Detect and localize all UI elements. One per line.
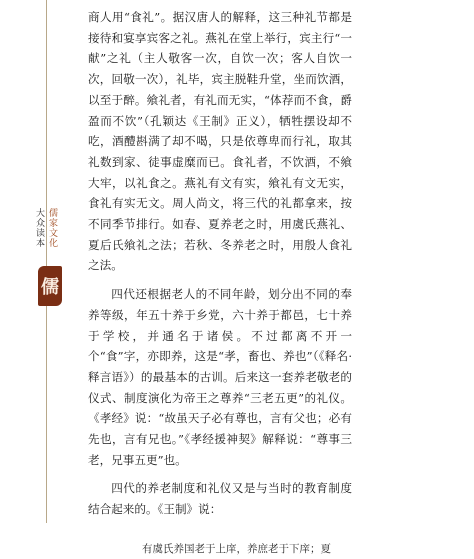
block-quote: 有虞氏养国老于上庠，养庶老于下庠；夏: [142, 542, 331, 555]
ru-seal-icon: [38, 266, 62, 306]
series-emblem: [32, 208, 62, 316]
paragraph-3: 四代的养老制度和礼仪又是与当时的教育制度结合起来的。《王制》说：: [88, 481, 352, 517]
series-title-line1: 大众读本: [34, 208, 44, 248]
seal-glyph: 儒: [41, 277, 59, 298]
paragraph-2: 四代还根据老人的不同年龄，划分出不同的奉养等级，年五十养于乡党，六十养于都邑，七十养于学校，并通名于诸侯。不过都离不开一个“食”字，亦即养，这是“孝，畜也、养也”（《释名·释言语》）的最基本的古训。后来这一套养老敬老的仪式、制度演化为帝王之尊养“三老五更”的礼仪。《孝经》说：“故虽天子必有尊也，言有父也；必有先也，言有兄也。”《孝经援神契》解释说：“尊事三老，兄事五更”也。: [88, 287, 352, 467]
paragraph-1: 商人用“食礼”。据汉唐人的解释，这三种礼节都是接待和宴享宾客之礼。燕礼在堂上举行，宾主行“一献”之礼（主人敬客一次，自饮一次；客人自饮一次，回敬一次），礼毕，宾主脱鞋升堂，坐而饮酒，以至于醉。飨礼者，有礼而无实，“体荐而不食，爵盈而不饮”（孔颖达《王制》正义），牺牲摆设却不吃，酒醴斟满了却不喝，只是依尊卑而行礼，取其礼数到家、徒事虚糜而已。食礼者，不饮酒，不飨大牢，以礼食之。燕礼有文有实，飨礼有文无实，食礼有实无文。周人尚文，将三代的礼都拿来，按不同季节排行。如春、夏养老之时，用虞氏燕礼、夏后氏飨礼之法；若秋、冬养老之时，用殷人食礼之法。: [88, 10, 352, 273]
page-body: [88, 7, 352, 559]
series-title-line2: 儒家文化: [47, 208, 57, 248]
